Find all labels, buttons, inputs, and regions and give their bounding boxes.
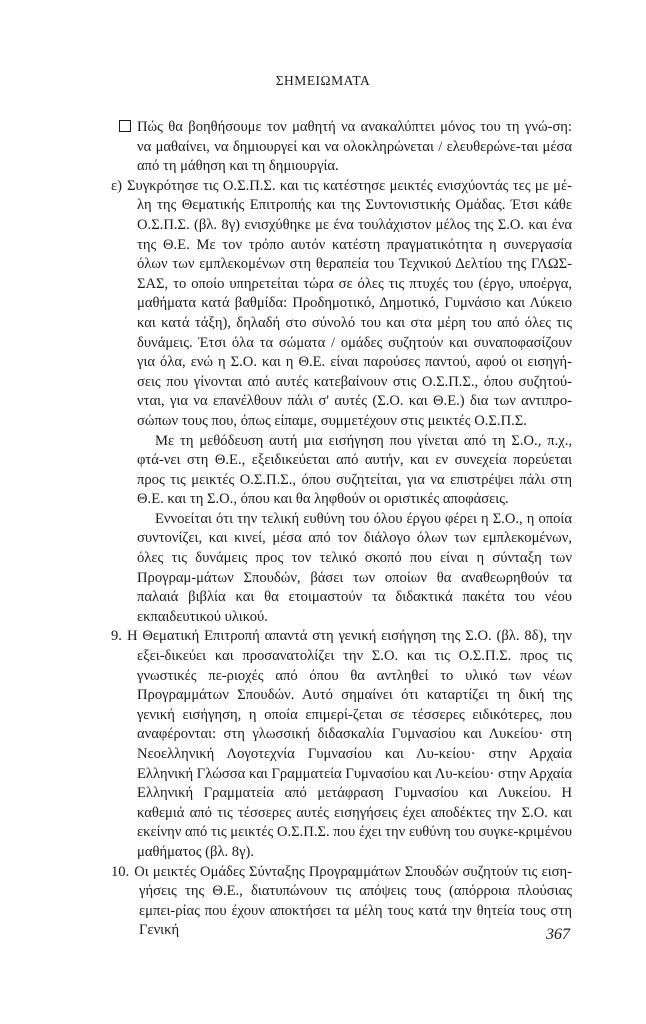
page-body [111, 118, 572, 941]
list-item-e-text: Συγκρότησε τις Ο.Σ.Π.Σ. και τις κατέστησε μεικτές ενισχύοντάς τες με μέ-λη της Θεματικής Επιτροπής και της Συντονιστικής Ομάδας. Έτσι κάθε Ο.Σ.Π.Σ. (βλ. 8γ) ενισχύθηκε με ένα τουλάχιστον μέλος της Σ.Ο. και ένα της Θ.Ε. Με τον τρόπο αυτόν κατέστη πραγματικότητα η συνεργασία όλων των εμπλεκομένων στη θεραπεία του Τεχνικού Δελτίου της ΓΛΩΣ-ΣΑΣ, το οποίο υπηρετείται τώρα σε όλες τις πτυχές του (έργο, υποέργα, μαθήματα κατά βαθμίδα: Προδημοτικό, Δημοτικό, Γυμνάσιο και Λύκειο και κατά τάξη), δηλαδή στο σύνολό του και στα μέρη του από όλες τις δυνάμεις. Έτσι όλα τα σώματα / ομάδες συζητούν και συναποφασίζουν για όλα, ενώ η Σ.Ο. και η Θ.Ε. είναι παρούσες παντού, αφού οι εισηγή-σεις που γίνονται από αυτές κατεβαίνουν στις Ο.Σ.Π.Σ., όπου συζητού-νται, για να επανέλθουν πάλι σ' αυτές (Σ.Ο. και Θ.Ε.) δια των αντιπρο-σώπων τους που, όπως είπαμε, συμμετέχουν στις μεικτές Ο.Σ.Π.Σ. [127, 177, 572, 429]
list-item-9-text: Η Θεματική Επιτροπή απαντά στη γενική εισήγηση της Σ.Ο. (βλ. 8δ), την εξει-δικεύει και προσανατολίζει την Σ.Ο. και τις Ο.Σ.Π.Σ. προς τις γνωστικές πε-ριοχές από όπου θα αντληθεί το υλικό των νέων Προγραμμάτων Σπουδών. Αυτό σημαίνει ότι καταρτίζει τη δική της γενική εισήγηση, η οποία επιμερί-ζεται σε τέσσερες ειδικότερες, που αναφέρονται: στη γλωσσική διδασκαλία Γυμνασίου και Λυκείου· στη Νεοελληνική Λογοτεχνία Γυμνασίου και Λυ-κείου· στην Αρχαία Ελληνική Γλώσσα και Γραμματεία Γυμνασίου και Λυ-κείου· στην Αρχαία Ελληνική Γραμματεία από μετάφραση Γυμνασίου και Λυκείου. Η καθεμιά από τις τέσσερες αυτές εισηγήσεις έχει αποδέκτες την Σ.Ο. και εκείνην από τις μεικτές Ο.Σ.Π.Σ. που έχει την ευθύνη του συγκε-κριμένου μαθήματος (βλ. 8γ). [126, 628, 572, 860]
list-marker-e: ε) [111, 177, 122, 194]
list-marker-9: 9. [111, 628, 122, 645]
bullet-paragraph [111, 118, 572, 177]
list-item-e [111, 177, 572, 432]
paragraph-methodology: Με τη μεθόδευση αυτή μια εισήγηση που γίνεται από τη Σ.Ο., π.χ., φτά-νει στη Θ.Ε., εξειδικεύεται από αυτήν, και εν συνεχεία πορεύεται προς τις μεικτές Ο.Σ.Π.Σ., όπου συζητείται, για να επιστρέψει πάλι στη Θ.Ε. και τη Σ.Ο., όπου και θα ληφθούν οι οριστικές αποφάσεις. [137, 432, 572, 508]
list-marker-10: 10. [111, 863, 130, 880]
page-number: 367 [546, 926, 570, 943]
bullet-text: Πώς θα βοηθήσουμε τον μαθητή να ανακαλύπτει μόνος του τη γνώ-ση: να μαθαίνει, να δημιουργεί και να ολοκληρώνεται / ελευθερώνε-ται μέσα από τη μάθηση και τη δημιουργία. [137, 119, 572, 175]
paragraph-responsibility: Εννοείται ότι την τελική ευθύνη του όλου έργου φέρει η Σ.Ο., η οποία συντονίζει, και κινεί, μέσα από τον διάλογο όλων των εμπλεκομένων, όλες τις δυνάμεις προς τον τελικό σκοπό που είναι η σύνταξη των Προγραμ-μάτων Σπουδών, βάσει των οποίων θα αναθεωρηθούν τα παλαιά βιβλία και θα ετοιμαστούν τα διδακτικά πακέτα του νέου εκπαιδευτικού υλικού. [137, 510, 572, 625]
list-item-10 [111, 863, 572, 941]
checkbox-bullet-icon [119, 120, 131, 132]
list-item-9 [111, 627, 572, 862]
list-item-10-text: Οι μεικτές Ομάδες Σύνταξης Προγραμμάτων Σπουδών συζητούν τις ειση-γήσεις της Θ.Ε., διατυπώνουν τις απόψεις τους (απόρροια πλούσιας εμπει-ρίας που έχουν αποκτήσει τα μέλη τους κατά την θητεία τους στη Γενική [134, 863, 572, 939]
running-header: ΣΗΜΕΙΩΜΑΤΑ [275, 73, 371, 88]
